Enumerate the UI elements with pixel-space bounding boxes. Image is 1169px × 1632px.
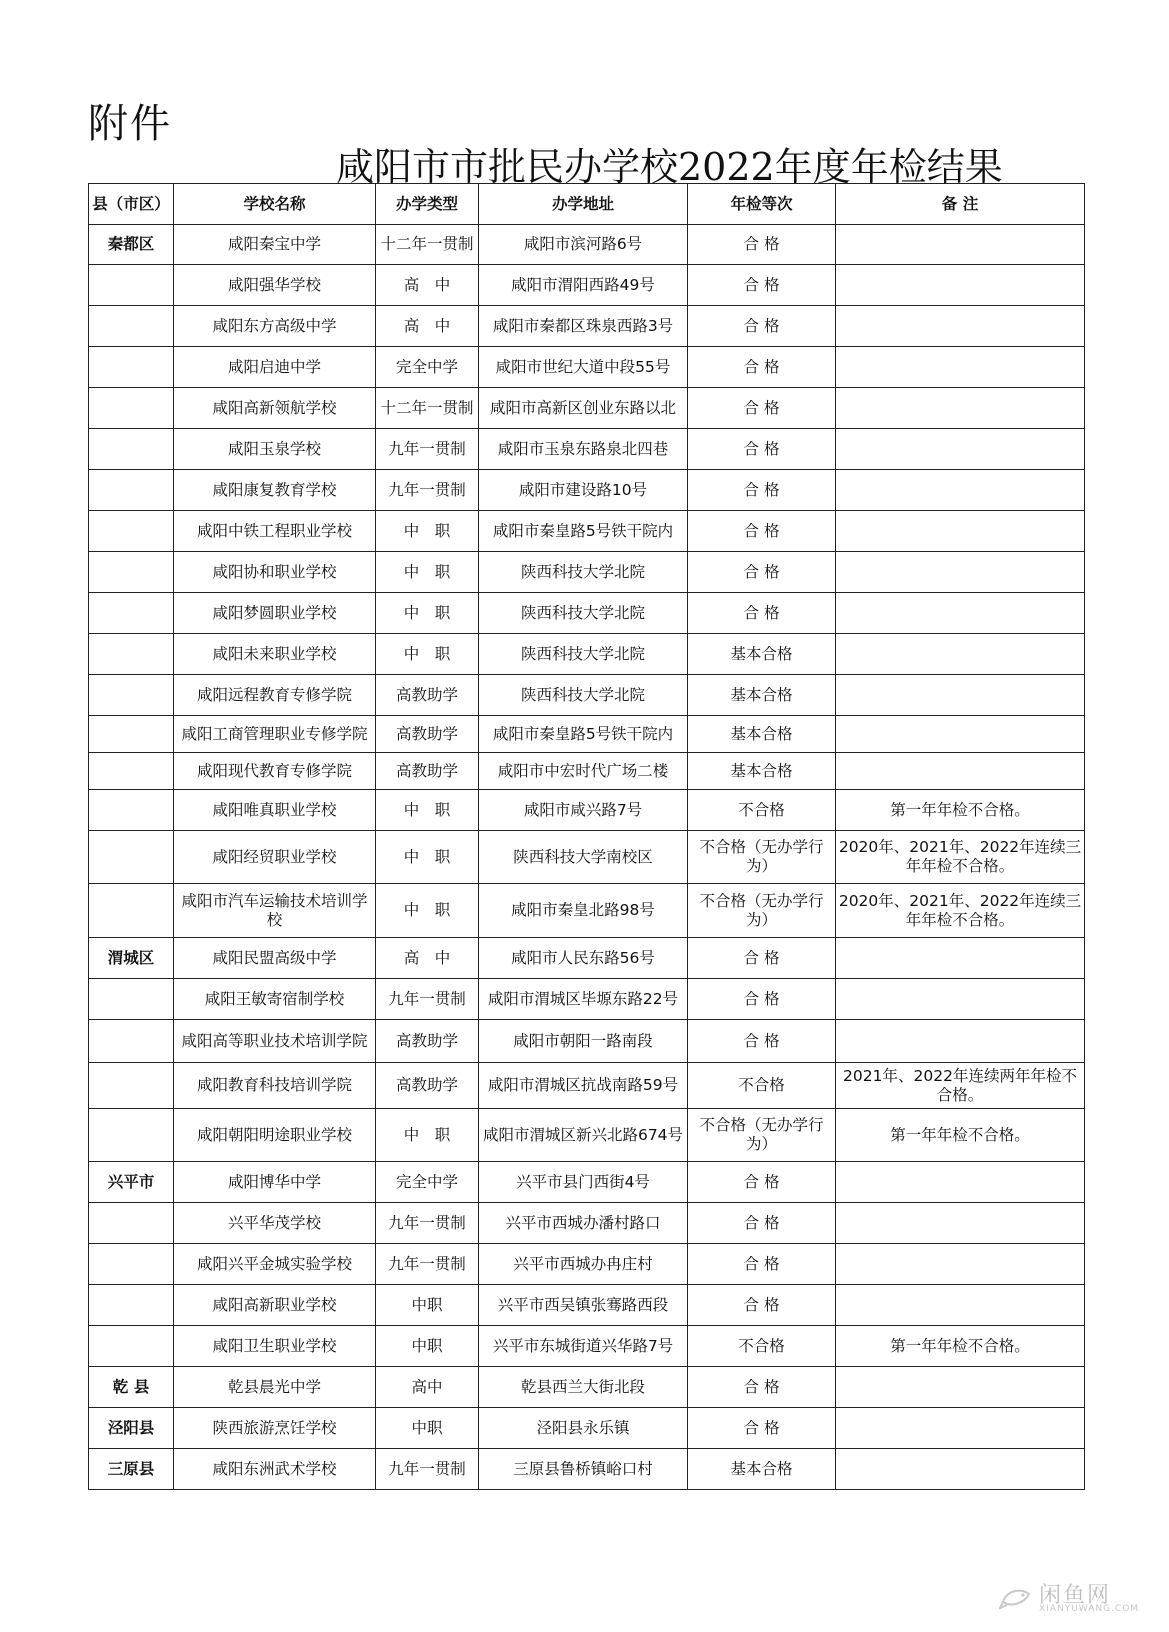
row-note-cell	[836, 1367, 1085, 1408]
row-grade-cell: 合 格	[688, 470, 836, 511]
row-grade-cell: 不合格	[688, 790, 836, 831]
row-school-name-cell: 咸阳高新领航学校	[174, 388, 376, 429]
row-grade-cell: 基本合格	[688, 753, 836, 790]
row-note-cell	[836, 593, 1085, 634]
table-row	[89, 1020, 1085, 1063]
row-address-cell: 乾县西兰大街北段	[479, 1367, 688, 1408]
row-county-cell: 三原县	[89, 1449, 174, 1490]
row-note-cell: 2021年、2022年连续两年年检不合格。	[836, 1063, 1085, 1109]
row-school-name-cell: 咸阳现代教育专修学院	[174, 753, 376, 790]
table-row	[89, 884, 1085, 938]
row-grade-cell: 不合格（无办学行为）	[688, 884, 836, 938]
row-county-cell	[89, 470, 174, 511]
row-address-cell: 咸阳市咸兴路7号	[479, 790, 688, 831]
row-school-type-cell: 中 职	[376, 831, 479, 884]
row-note-cell: 第一年年检不合格。	[836, 790, 1085, 831]
row-grade-cell: 合 格	[688, 979, 836, 1020]
row-school-type-cell: 高 中	[376, 938, 479, 979]
row-school-type-cell: 高教助学	[376, 1063, 479, 1109]
row-school-type-cell: 完全中学	[376, 347, 479, 388]
row-school-type-cell: 中 职	[376, 634, 479, 675]
row-county-cell	[89, 753, 174, 790]
row-school-type-cell: 中 职	[376, 790, 479, 831]
row-note-cell	[836, 552, 1085, 593]
row-county-cell: 乾 县	[89, 1367, 174, 1408]
row-note-cell: 第一年年检不合格。	[836, 1326, 1085, 1367]
row-address-cell: 咸阳市渭城区新兴北路674号	[479, 1109, 688, 1162]
row-county-cell	[89, 634, 174, 675]
row-school-type-cell: 九年一贯制	[376, 1203, 479, 1244]
table-row	[89, 753, 1085, 790]
row-grade-cell: 合 格	[688, 306, 836, 347]
row-county-cell	[89, 306, 174, 347]
row-county-cell	[89, 790, 174, 831]
row-address-cell: 咸阳市渭城区毕塬东路22号	[479, 979, 688, 1020]
row-grade-cell: 合 格	[688, 511, 836, 552]
row-school-type-cell: 九年一贯制	[376, 1244, 479, 1285]
row-school-type-cell: 中职	[376, 1408, 479, 1449]
row-school-name-cell: 咸阳康复教育学校	[174, 470, 376, 511]
row-county-cell	[89, 675, 174, 716]
table-row	[89, 1203, 1085, 1244]
row-grade-cell: 基本合格	[688, 716, 836, 753]
row-grade-cell: 合 格	[688, 1408, 836, 1449]
row-school-type-cell: 中 职	[376, 593, 479, 634]
table-row	[89, 716, 1085, 753]
row-grade-cell: 合 格	[688, 388, 836, 429]
row-note-cell	[836, 388, 1085, 429]
row-school-type-cell: 高教助学	[376, 1020, 479, 1063]
row-county-cell	[89, 1020, 174, 1063]
row-grade-cell: 基本合格	[688, 634, 836, 675]
row-school-type-cell: 高 中	[376, 265, 479, 306]
fish-logo-icon	[999, 1580, 1033, 1614]
row-school-name-cell: 咸阳经贸职业学校	[174, 831, 376, 884]
row-address-cell: 咸阳市玉泉东路泉北四巷	[479, 429, 688, 470]
row-school-type-cell: 中职	[376, 1285, 479, 1326]
row-school-type-cell: 中 职	[376, 511, 479, 552]
row-county-cell	[89, 552, 174, 593]
row-grade-cell: 合 格	[688, 347, 836, 388]
row-county-cell: 秦都区	[89, 225, 174, 265]
row-county-cell	[89, 979, 174, 1020]
row-grade-cell: 合 格	[688, 1203, 836, 1244]
row-grade-cell: 合 格	[688, 1285, 836, 1326]
table-row	[89, 1367, 1085, 1408]
row-note-cell	[836, 347, 1085, 388]
row-note-cell	[836, 1449, 1085, 1490]
header-school-name: 学校名称	[174, 184, 376, 225]
table-row	[89, 1285, 1085, 1326]
table-row	[89, 225, 1085, 265]
header-county: 县（市区）	[89, 184, 174, 225]
row-school-name-cell: 咸阳远程教育专修学院	[174, 675, 376, 716]
row-school-name-cell: 咸阳未来职业学校	[174, 634, 376, 675]
table-row	[89, 1449, 1085, 1490]
row-address-cell: 兴平市西吴镇张骞路西段	[479, 1285, 688, 1326]
row-note-cell	[836, 1203, 1085, 1244]
table-row	[89, 938, 1085, 979]
watermark	[999, 1578, 1149, 1618]
table-row	[89, 675, 1085, 716]
row-address-cell: 陕西科技大学北院	[479, 552, 688, 593]
row-school-name-cell: 咸阳启迪中学	[174, 347, 376, 388]
table-row	[89, 347, 1085, 388]
row-school-type-cell: 中职	[376, 1326, 479, 1367]
row-school-type-cell: 九年一贯制	[376, 979, 479, 1020]
row-school-name-cell: 咸阳协和职业学校	[174, 552, 376, 593]
row-county-cell	[89, 347, 174, 388]
row-county-cell	[89, 1203, 174, 1244]
table-row	[89, 306, 1085, 347]
table-row	[89, 552, 1085, 593]
row-school-name-cell: 兴平华茂学校	[174, 1203, 376, 1244]
row-note-cell	[836, 306, 1085, 347]
row-grade-cell: 合 格	[688, 593, 836, 634]
table-row	[89, 790, 1085, 831]
row-note-cell: 2020年、2021年、2022年连续三年年检不合格。	[836, 884, 1085, 938]
row-grade-cell: 不合格	[688, 1326, 836, 1367]
row-address-cell: 咸阳市朝阳一路南段	[479, 1020, 688, 1063]
row-school-name-cell: 陕西旅游烹饪学校	[174, 1408, 376, 1449]
row-grade-cell: 合 格	[688, 1367, 836, 1408]
table-row	[89, 979, 1085, 1020]
row-county-cell	[89, 1109, 174, 1162]
attachment-label: 附件	[88, 101, 172, 147]
row-county-cell	[89, 388, 174, 429]
watermark-text: 闲鱼网	[1039, 1583, 1112, 1608]
row-address-cell: 兴平市西城办潘村路口	[479, 1203, 688, 1244]
row-school-name-cell: 咸阳东洲武术学校	[174, 1449, 376, 1490]
row-address-cell: 咸阳市秦皇北路98号	[479, 884, 688, 938]
row-note-cell	[836, 753, 1085, 790]
row-school-name-cell: 咸阳兴平金城实验学校	[174, 1244, 376, 1285]
row-school-name-cell: 咸阳工商管理职业专修学院	[174, 716, 376, 753]
table-row	[89, 1109, 1085, 1162]
row-school-name-cell: 咸阳玉泉学校	[174, 429, 376, 470]
row-school-type-cell: 中 职	[376, 884, 479, 938]
row-school-type-cell: 高教助学	[376, 675, 479, 716]
header-address: 办学地址	[479, 184, 688, 225]
row-school-name-cell: 乾县晨光中学	[174, 1367, 376, 1408]
row-note-cell	[836, 716, 1085, 753]
row-grade-cell: 不合格（无办学行为）	[688, 1109, 836, 1162]
row-grade-cell: 合 格	[688, 429, 836, 470]
table-row	[89, 1162, 1085, 1203]
row-school-name-cell: 咸阳高等职业技术培训学院	[174, 1020, 376, 1063]
row-address-cell: 陕西科技大学北院	[479, 593, 688, 634]
table-row	[89, 470, 1085, 511]
row-note-cell	[836, 1020, 1085, 1063]
row-school-type-cell: 中 职	[376, 1109, 479, 1162]
row-school-type-cell: 十二年一贯制	[376, 225, 479, 265]
row-address-cell: 咸阳市滨河路6号	[479, 225, 688, 265]
table-row	[89, 593, 1085, 634]
row-county-cell	[89, 831, 174, 884]
row-school-name-cell: 咸阳唯真职业学校	[174, 790, 376, 831]
row-grade-cell: 基本合格	[688, 675, 836, 716]
row-address-cell: 泾阳县永乐镇	[479, 1408, 688, 1449]
table-row	[89, 388, 1085, 429]
row-school-type-cell: 九年一贯制	[376, 1449, 479, 1490]
row-address-cell: 兴平市西城办冉庄村	[479, 1244, 688, 1285]
row-school-name-cell: 咸阳朝阳明途职业学校	[174, 1109, 376, 1162]
row-address-cell: 陕西科技大学北院	[479, 634, 688, 675]
table-row	[89, 1408, 1085, 1449]
row-note-cell	[836, 634, 1085, 675]
row-school-type-cell: 九年一贯制	[376, 470, 479, 511]
row-note-cell: 第一年年检不合格。	[836, 1109, 1085, 1162]
row-school-name-cell: 咸阳秦宝中学	[174, 225, 376, 265]
row-school-type-cell: 九年一贯制	[376, 429, 479, 470]
table-header-row	[89, 184, 1085, 225]
row-school-name-cell: 咸阳中铁工程职业学校	[174, 511, 376, 552]
row-county-cell: 泾阳县	[89, 1408, 174, 1449]
row-grade-cell: 基本合格	[688, 1449, 836, 1490]
row-school-type-cell: 高中	[376, 1367, 479, 1408]
row-grade-cell: 合 格	[688, 1020, 836, 1063]
row-county-cell	[89, 716, 174, 753]
row-grade-cell: 合 格	[688, 225, 836, 265]
table-row	[89, 831, 1085, 884]
row-note-cell	[836, 470, 1085, 511]
row-county-cell	[89, 429, 174, 470]
row-note-cell	[836, 429, 1085, 470]
row-address-cell: 咸阳市渭阳西路49号	[479, 265, 688, 306]
row-address-cell: 咸阳市高新区创业东路以北	[479, 388, 688, 429]
row-county-cell	[89, 1285, 174, 1326]
row-address-cell: 咸阳市秦都区珠泉西路3号	[479, 306, 688, 347]
row-address-cell: 三原县鲁桥镇峪口村	[479, 1449, 688, 1490]
row-school-name-cell: 咸阳市汽车运输技术培训学校	[174, 884, 376, 938]
row-school-name-cell: 咸阳高新职业学校	[174, 1285, 376, 1326]
row-address-cell: 咸阳市秦皇路5号铁干院内	[479, 511, 688, 552]
row-school-name-cell: 咸阳王敏寄宿制学校	[174, 979, 376, 1020]
row-note-cell	[836, 1162, 1085, 1203]
table-row	[89, 511, 1085, 552]
header-note: 备 注	[836, 184, 1085, 225]
row-county-cell	[89, 884, 174, 938]
row-school-name-cell: 咸阳卫生职业学校	[174, 1326, 376, 1367]
row-school-name-cell: 咸阳梦圆职业学校	[174, 593, 376, 634]
row-school-type-cell: 高 中	[376, 306, 479, 347]
row-address-cell: 咸阳市世纪大道中段55号	[479, 347, 688, 388]
row-grade-cell: 不合格（无办学行为）	[688, 831, 836, 884]
row-county-cell	[89, 265, 174, 306]
row-school-type-cell: 十二年一贯制	[376, 388, 479, 429]
table-row	[89, 1244, 1085, 1285]
row-county-cell	[89, 511, 174, 552]
row-note-cell	[836, 938, 1085, 979]
row-note-cell	[836, 225, 1085, 265]
table-body	[89, 225, 1085, 1490]
row-address-cell: 陕西科技大学北院	[479, 675, 688, 716]
row-note-cell	[836, 675, 1085, 716]
row-address-cell: 咸阳市秦皇路5号铁干院内	[479, 716, 688, 753]
row-address-cell: 陕西科技大学南校区	[479, 831, 688, 884]
row-address-cell: 咸阳市人民东路56号	[479, 938, 688, 979]
row-address-cell: 咸阳市渭城区抗战南路59号	[479, 1063, 688, 1109]
row-address-cell: 咸阳市中宏时代广场二楼	[479, 753, 688, 790]
document-title: 咸阳市市批民办学校2022年度年检结果	[336, 145, 1003, 189]
header-school-type: 办学类型	[376, 184, 479, 225]
row-school-name-cell: 咸阳教育科技培训学院	[174, 1063, 376, 1109]
table-row	[89, 429, 1085, 470]
row-county-cell	[89, 1326, 174, 1367]
watermark-subtext: XIANYUWANG.COM	[1039, 1604, 1140, 1614]
header-grade: 年检等次	[688, 184, 836, 225]
row-school-type-cell: 完全中学	[376, 1162, 479, 1203]
row-note-cell	[836, 979, 1085, 1020]
row-note-cell	[836, 265, 1085, 306]
row-county-cell	[89, 593, 174, 634]
row-school-name-cell: 咸阳民盟高级中学	[174, 938, 376, 979]
row-county-cell: 渭城区	[89, 938, 174, 979]
row-county-cell	[89, 1063, 174, 1109]
row-grade-cell: 合 格	[688, 938, 836, 979]
row-note-cell	[836, 511, 1085, 552]
row-grade-cell: 不合格	[688, 1063, 836, 1109]
row-grade-cell: 合 格	[688, 1162, 836, 1203]
row-county-cell: 兴平市	[89, 1162, 174, 1203]
row-school-type-cell: 中 职	[376, 552, 479, 593]
row-county-cell	[89, 1244, 174, 1285]
table-row	[89, 265, 1085, 306]
row-school-type-cell: 高教助学	[376, 716, 479, 753]
table-row	[89, 1326, 1085, 1367]
row-grade-cell: 合 格	[688, 1244, 836, 1285]
row-address-cell: 兴平市县门西街4号	[479, 1162, 688, 1203]
table-row	[89, 1063, 1085, 1109]
row-note-cell: 2020年、2021年、2022年连续三年年检不合格。	[836, 831, 1085, 884]
row-school-type-cell: 高教助学	[376, 753, 479, 790]
results-table	[88, 183, 1085, 1490]
row-note-cell	[836, 1408, 1085, 1449]
table-row	[89, 634, 1085, 675]
row-school-name-cell: 咸阳强华学校	[174, 265, 376, 306]
row-note-cell	[836, 1244, 1085, 1285]
row-address-cell: 兴平市东城街道兴华路7号	[479, 1326, 688, 1367]
row-school-name-cell: 咸阳博华中学	[174, 1162, 376, 1203]
row-grade-cell: 合 格	[688, 265, 836, 306]
row-address-cell: 咸阳市建设路10号	[479, 470, 688, 511]
row-grade-cell: 合 格	[688, 552, 836, 593]
row-school-name-cell: 咸阳东方高级中学	[174, 306, 376, 347]
row-note-cell	[836, 1285, 1085, 1326]
